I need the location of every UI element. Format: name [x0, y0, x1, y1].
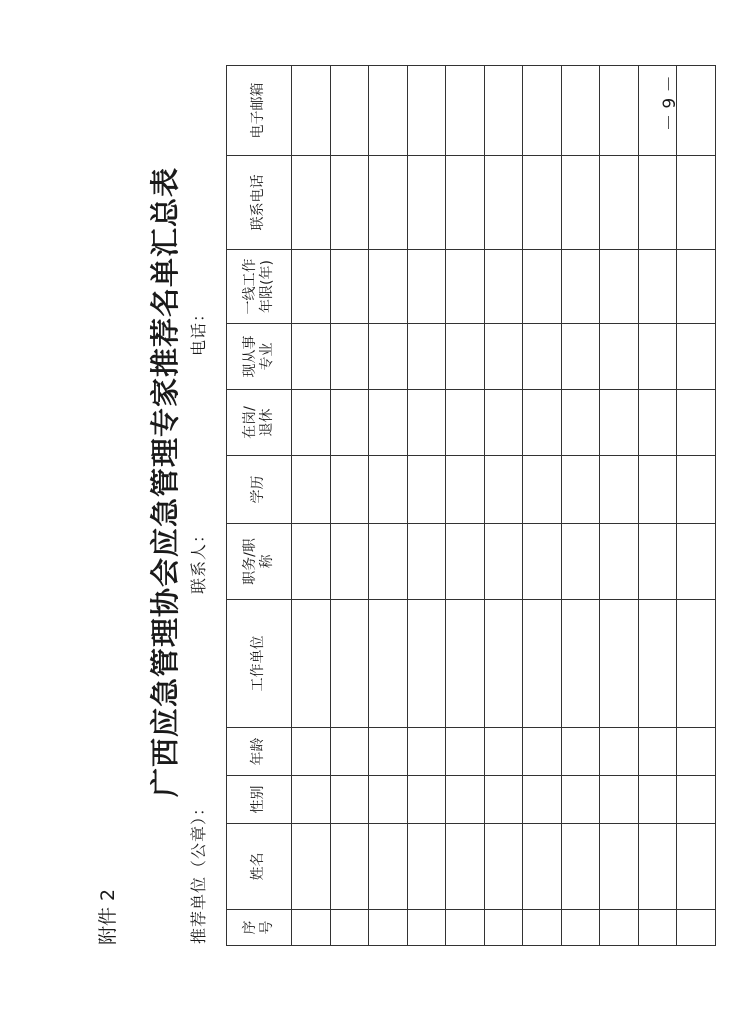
column-header-text: 年龄 — [250, 737, 267, 766]
page-title: 广西应急管理协会应急管理专家推荐名单汇总表 — [148, 167, 182, 798]
table-cell — [407, 728, 446, 776]
column-header — [227, 600, 292, 728]
table-cell — [600, 600, 639, 728]
column-header-text: 一线工作 — [241, 258, 258, 315]
column-header-text: 称 — [259, 554, 275, 569]
table-cell — [407, 600, 446, 728]
table-row — [330, 66, 369, 946]
table-cell — [638, 390, 677, 456]
table-cell — [446, 250, 485, 324]
table-cell — [561, 728, 600, 776]
table-cell — [369, 600, 408, 728]
table-cell — [446, 456, 485, 524]
table-cell — [638, 776, 677, 824]
table-cell — [523, 600, 562, 728]
expert-summary-table — [226, 65, 716, 946]
table-cell — [446, 66, 485, 156]
table-cell — [446, 776, 485, 824]
table-cell — [292, 600, 331, 728]
table-cell — [561, 456, 600, 524]
table-cell — [523, 324, 562, 390]
column-header — [227, 776, 292, 824]
table-cell — [484, 824, 523, 910]
table-cell — [638, 250, 677, 324]
table-cell — [292, 824, 331, 910]
column-header-text: 姓名 — [250, 852, 267, 881]
column-header-text: 电子邮箱 — [250, 82, 267, 139]
table-row — [600, 66, 639, 946]
table-cell — [330, 390, 369, 456]
table-cell — [369, 390, 408, 456]
table-cell — [330, 156, 369, 250]
table-cell — [523, 250, 562, 324]
table-row — [638, 66, 677, 946]
table-cell — [484, 524, 523, 600]
table-cell — [369, 156, 408, 250]
table-cell — [523, 824, 562, 910]
table-cell — [446, 156, 485, 250]
column-header-text: 联系电话 — [250, 174, 267, 231]
table-cell — [484, 156, 523, 250]
table-cell — [369, 910, 408, 946]
column-header-text: 学历 — [250, 475, 267, 504]
table-cell — [292, 776, 331, 824]
column-header — [227, 390, 292, 456]
table-cell — [600, 324, 639, 390]
table-cell — [292, 390, 331, 456]
column-header — [227, 250, 292, 324]
column-header-text: 职务/职 — [241, 538, 258, 585]
table-cell — [484, 910, 523, 946]
table-cell — [600, 728, 639, 776]
table-cell — [677, 524, 716, 600]
table-cell — [561, 390, 600, 456]
table-cell — [407, 324, 446, 390]
table-cell — [369, 66, 408, 156]
column-header-text: 号 — [259, 920, 275, 935]
table-cell — [369, 250, 408, 324]
table-cell — [369, 728, 408, 776]
table-cell — [330, 776, 369, 824]
table-cell — [407, 524, 446, 600]
table-cell — [600, 156, 639, 250]
table-row — [561, 66, 600, 946]
table-cell — [638, 728, 677, 776]
table-cell — [600, 824, 639, 910]
column-header-text: 序 — [241, 920, 258, 935]
table-cell — [523, 156, 562, 250]
table-cell — [292, 456, 331, 524]
column-header-text: 退休 — [259, 408, 275, 437]
table-cell — [561, 600, 600, 728]
table-cell — [677, 600, 716, 728]
table-cell — [407, 910, 446, 946]
table-cell — [561, 156, 600, 250]
table-cell — [638, 324, 677, 390]
table-cell — [484, 600, 523, 728]
table-cell — [369, 824, 408, 910]
column-header — [227, 824, 292, 910]
table-cell — [330, 250, 369, 324]
table-cell — [407, 824, 446, 910]
table-cell — [407, 390, 446, 456]
table-cell — [561, 776, 600, 824]
table-cell — [600, 250, 639, 324]
column-header — [227, 156, 292, 250]
table-cell — [677, 456, 716, 524]
table-cell — [292, 910, 331, 946]
table-cell — [484, 250, 523, 324]
table-cell — [677, 66, 716, 156]
table-cell — [484, 390, 523, 456]
table-cell — [407, 776, 446, 824]
table-cell — [523, 728, 562, 776]
table-cell — [638, 910, 677, 946]
column-header-text: 现从事 — [241, 335, 258, 378]
table-cell — [523, 66, 562, 156]
table-cell — [484, 728, 523, 776]
table-cell — [600, 776, 639, 824]
table-row — [446, 66, 485, 946]
table-cell — [561, 324, 600, 390]
table-row — [369, 66, 408, 946]
table-cell — [561, 824, 600, 910]
phone-label: 电话： — [189, 304, 208, 356]
table-cell — [292, 324, 331, 390]
table-cell — [600, 390, 639, 456]
table-cell — [600, 66, 639, 156]
table-header-row — [227, 66, 292, 946]
table-cell — [638, 824, 677, 910]
table-cell — [330, 456, 369, 524]
table-cell — [638, 156, 677, 250]
table-cell — [330, 728, 369, 776]
table-cell — [407, 156, 446, 250]
table-cell — [561, 250, 600, 324]
table-cell — [292, 66, 331, 156]
table-cell — [292, 250, 331, 324]
column-header-text: 性别 — [250, 785, 267, 814]
table-cell — [561, 66, 600, 156]
table-cell — [407, 456, 446, 524]
table-cell — [561, 910, 600, 946]
column-header — [227, 524, 292, 600]
table-cell — [484, 324, 523, 390]
table-cell — [369, 524, 408, 600]
page-number: － 9 － — [660, 75, 680, 131]
table-cell — [638, 456, 677, 524]
table-row — [292, 66, 331, 946]
table-cell — [523, 776, 562, 824]
table-cell — [523, 456, 562, 524]
column-header-text: 专业 — [259, 342, 275, 371]
table-cell — [523, 390, 562, 456]
table-cell — [677, 728, 716, 776]
table-cell — [446, 524, 485, 600]
table-cell — [600, 524, 639, 600]
table-row — [677, 66, 716, 946]
table-cell — [446, 728, 485, 776]
table-cell — [600, 456, 639, 524]
table-cell — [446, 824, 485, 910]
table-cell — [677, 910, 716, 946]
table-cell — [523, 910, 562, 946]
table-cell — [677, 324, 716, 390]
table-cell — [330, 910, 369, 946]
table-cell — [484, 456, 523, 524]
table-cell — [292, 156, 331, 250]
column-header — [227, 728, 292, 776]
table-cell — [484, 776, 523, 824]
table-cell — [677, 250, 716, 324]
table-cell — [677, 824, 716, 910]
column-header — [227, 66, 292, 156]
table-cell — [638, 524, 677, 600]
table-row — [523, 66, 562, 946]
recommending-unit-label: 推荐单位（公章）： — [189, 798, 208, 944]
column-header — [227, 324, 292, 390]
table-cell — [446, 600, 485, 728]
table-cell — [369, 324, 408, 390]
table-row — [484, 66, 523, 946]
attachment-label: 附件 2 — [97, 888, 119, 945]
table-cell — [446, 390, 485, 456]
table-row — [407, 66, 446, 946]
table-cell — [677, 776, 716, 824]
column-header-text: 工作单位 — [250, 635, 267, 692]
contact-person-label: 联系人： — [189, 525, 208, 594]
table-cell — [638, 600, 677, 728]
table-cell — [330, 66, 369, 156]
column-header — [227, 910, 292, 946]
table-cell — [292, 728, 331, 776]
table-cell — [523, 524, 562, 600]
table-cell — [330, 600, 369, 728]
column-header-text: 在岗/ — [241, 406, 258, 439]
table-cell — [330, 524, 369, 600]
table-cell — [330, 324, 369, 390]
table-cell — [677, 156, 716, 250]
table-cell — [330, 824, 369, 910]
table-cell — [407, 250, 446, 324]
table-cell — [369, 776, 408, 824]
table-cell — [369, 456, 408, 524]
table-cell — [484, 66, 523, 156]
table-cell — [446, 910, 485, 946]
table-cell — [446, 324, 485, 390]
table-cell — [677, 390, 716, 456]
table-cell — [600, 910, 639, 946]
table-cell — [407, 66, 446, 156]
column-header — [227, 456, 292, 524]
column-header-text: 年限(年) — [259, 260, 275, 313]
table-cell — [292, 524, 331, 600]
table-cell — [561, 524, 600, 600]
